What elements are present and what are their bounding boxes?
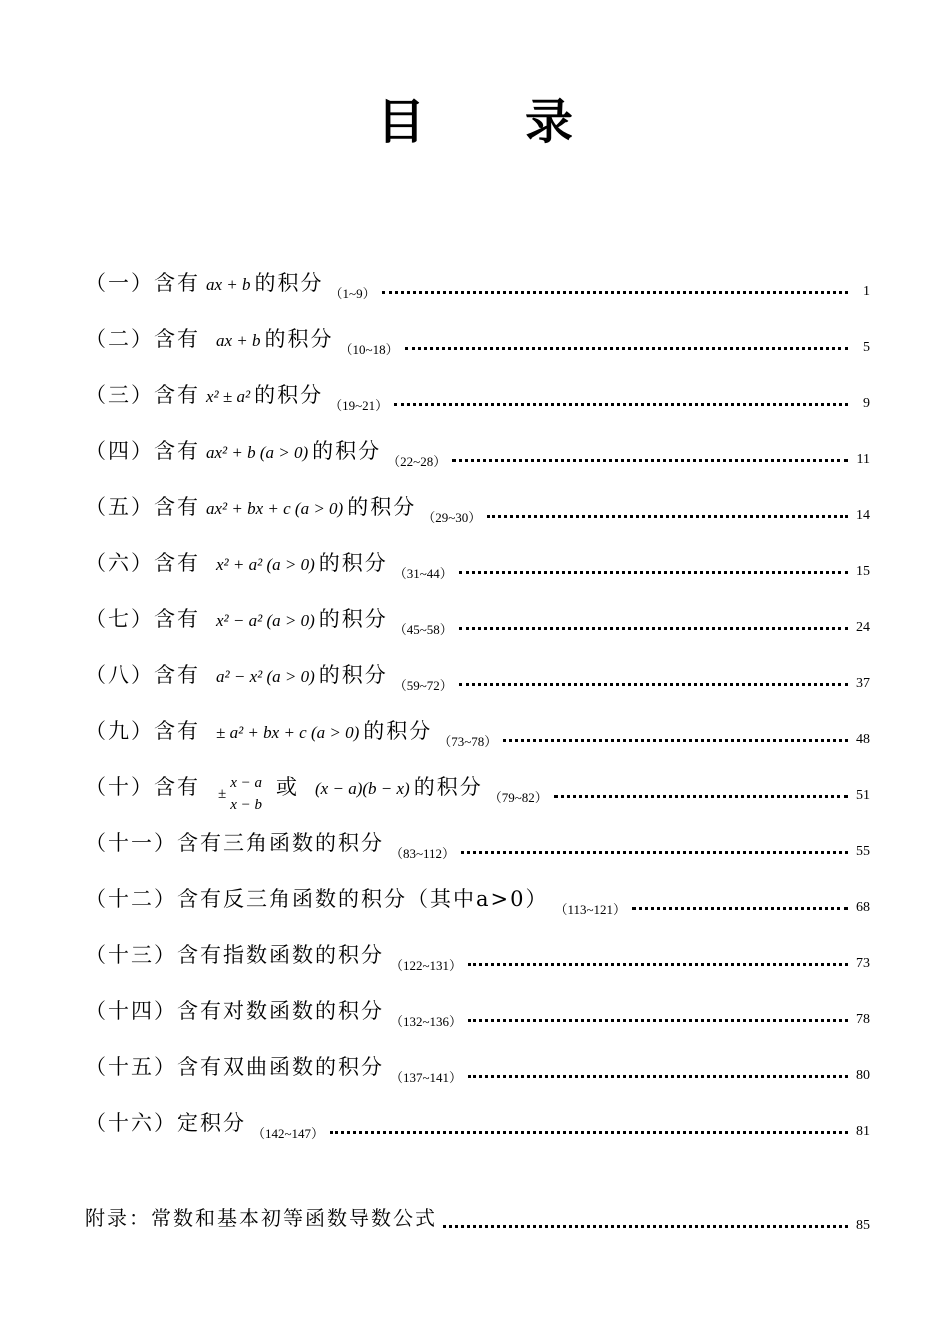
title-char-1: 目 <box>376 94 425 150</box>
toc-page-number: 73 <box>856 956 870 971</box>
toc-page-number: 55 <box>856 844 870 859</box>
toc-suffix: 的积分 <box>413 775 483 799</box>
toc-range: （73~78） <box>438 733 498 749</box>
toc-label: （七）含有 <box>85 607 200 631</box>
toc-suffix: 的积分 <box>264 327 334 351</box>
toc-label: （九）含有 <box>85 719 200 743</box>
fraction-numerator: x − a <box>230 775 263 791</box>
toc-formula: a² − x² (a > 0) <box>216 667 315 686</box>
toc-range: （19~21） <box>329 397 389 413</box>
page-title <box>0 92 950 152</box>
toc-label: （十三）含有指数函数的积分 <box>85 943 384 967</box>
appendix-label: 附录：常数和基本初等函数导数公式 <box>85 1205 437 1230</box>
appendix-row <box>85 1188 870 1244</box>
toc-entry-11[interactable] <box>85 814 870 870</box>
toc-range: （122~131） <box>390 957 463 973</box>
toc-label: （一）含有 <box>85 271 200 295</box>
dot-leader <box>468 963 848 966</box>
toc-page-number: 24 <box>856 620 870 635</box>
toc-range: （31~44） <box>393 565 453 581</box>
toc-label: （十一）含有三角函数的积分 <box>85 831 384 855</box>
dot-leader <box>459 627 848 630</box>
toc-label: （十二）含有反三角函数的积分（其中a>0） <box>85 887 549 911</box>
dot-leader <box>632 907 848 910</box>
dot-leader <box>405 347 848 350</box>
toc-entry-5[interactable] <box>85 478 870 534</box>
toc-entry-10[interactable] <box>85 758 870 814</box>
dot-leader <box>459 571 848 574</box>
dot-leader <box>382 291 848 294</box>
toc-entry-1[interactable] <box>85 254 870 310</box>
toc-label: （八）含有 <box>85 663 200 687</box>
dot-leader <box>459 683 848 686</box>
toc-range: （45~58） <box>393 621 453 637</box>
appendix-entry[interactable] <box>85 1188 870 1244</box>
toc-label: （四）含有 <box>85 439 200 463</box>
toc-formula: ax + b <box>206 275 251 294</box>
toc-suffix: 的积分 <box>347 495 417 519</box>
toc-range: （10~18） <box>339 341 399 357</box>
toc-formula: x² − a² (a > 0) <box>216 611 315 630</box>
toc-formula: ax² + bx + c (a > 0) <box>206 499 344 518</box>
toc-page-number: 81 <box>856 1124 870 1139</box>
dot-leader <box>487 515 848 518</box>
toc-page-number: 80 <box>856 1068 870 1083</box>
toc-entry-8[interactable] <box>85 646 870 702</box>
toc-range: （29~30） <box>422 509 482 525</box>
toc-page-number: 78 <box>856 1012 870 1027</box>
fraction-denominator: x − b <box>230 797 263 813</box>
toc-fraction <box>230 772 262 816</box>
toc-page-number: 15 <box>856 564 870 579</box>
toc-entry-16[interactable] <box>85 1094 870 1150</box>
dot-leader <box>468 1075 848 1078</box>
toc-range: （137~141） <box>390 1069 463 1085</box>
plus-minus-sign: ± <box>218 785 227 802</box>
toc-label: （五）含有 <box>85 495 200 519</box>
toc-entry-2[interactable] <box>85 310 870 366</box>
toc-suffix: 的积分 <box>318 551 388 575</box>
toc-entry-6[interactable] <box>85 534 870 590</box>
toc-range: （79~82） <box>488 789 548 805</box>
toc-page-number: 11 <box>856 452 870 467</box>
dot-leader <box>452 459 848 462</box>
toc-range: （1~9） <box>329 285 376 301</box>
title-char-2: 录 <box>525 94 574 150</box>
appendix-page-number: 85 <box>856 1218 870 1233</box>
toc-label: （十五）含有双曲函数的积分 <box>85 1055 384 1079</box>
toc-formula: x² ± a² <box>206 387 251 406</box>
toc-formula: (x − a)(b − x) <box>315 779 410 798</box>
toc-label: （三）含有 <box>85 383 200 407</box>
toc-entry-12[interactable] <box>85 870 870 926</box>
toc-formula: x² + a² (a > 0) <box>216 555 315 574</box>
toc-label: （十）含有 <box>85 775 200 799</box>
toc-entry-4[interactable] <box>85 422 870 478</box>
dot-leader <box>461 851 848 854</box>
toc-page-number: 14 <box>856 508 870 523</box>
toc-range: （83~112） <box>390 845 456 861</box>
dot-leader <box>443 1225 848 1228</box>
toc-page-number: 9 <box>863 396 870 411</box>
toc-range: （132~136） <box>390 1013 463 1029</box>
toc-label: （二）含有 <box>85 327 200 351</box>
toc-label: （十四）含有对数函数的积分 <box>85 999 384 1023</box>
dot-leader <box>468 1019 848 1022</box>
toc-page-number: 48 <box>856 732 870 747</box>
toc-page-number: 68 <box>856 900 870 915</box>
toc-entry-3[interactable] <box>85 366 870 422</box>
toc-formula: ax + b <box>216 331 261 350</box>
dot-leader <box>554 795 848 798</box>
toc-entry-15[interactable] <box>85 1038 870 1094</box>
toc-range: （142~147） <box>252 1125 325 1141</box>
toc-suffix: 的积分 <box>254 383 324 407</box>
toc-formula: ax² + b (a > 0) <box>206 443 309 462</box>
toc-suffix: 的积分 <box>318 663 388 687</box>
toc-suffix: 的积分 <box>312 439 382 463</box>
toc-entry-7[interactable] <box>85 590 870 646</box>
toc-or: 或 <box>276 775 300 799</box>
toc-page-number: 5 <box>863 340 870 355</box>
dot-leader <box>330 1131 848 1134</box>
toc-entry-14[interactable] <box>85 982 870 1038</box>
toc-suffix: 的积分 <box>318 607 388 631</box>
table-of-contents <box>85 254 870 1150</box>
toc-label: （十六）定积分 <box>85 1111 246 1135</box>
dot-leader <box>394 403 848 406</box>
toc-page-number: 37 <box>856 676 870 691</box>
toc-range: （59~72） <box>393 677 453 693</box>
dot-leader <box>503 739 848 742</box>
toc-range: （22~28） <box>387 453 447 469</box>
toc-page-number: 1 <box>863 284 870 299</box>
toc-entry-13[interactable] <box>85 926 870 982</box>
toc-range: （113~121） <box>554 901 627 917</box>
toc-page-number: 51 <box>856 788 870 803</box>
toc-formula: ± a² + bx + c (a > 0) <box>216 723 360 742</box>
toc-entry-9[interactable] <box>85 702 870 758</box>
toc-suffix: 的积分 <box>363 719 433 743</box>
toc-suffix: 的积分 <box>254 271 324 295</box>
toc-label: （六）含有 <box>85 551 200 575</box>
